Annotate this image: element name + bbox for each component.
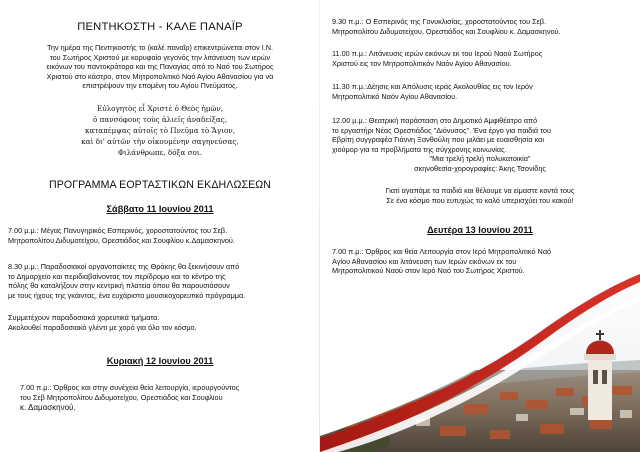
event-line: 11.00 π.μ.: Λιτάνευσις ιερών εικόνων εκ του Ιερού Ναού Σωτήρος	[332, 49, 543, 58]
event-line: Μητροπολιτικό Ναόν Αγίου Αθανασίου.	[332, 91, 458, 101]
intro-line: του Σωτήρος Χριστού με κορυφαίο γεγονός την λιτάνευση των ιερών	[49, 52, 271, 62]
event-line: Μητροπολίτου Διδυμοτείχου, Ορεστιάδος και Σουφλίου κ. Δαμασκηνού.	[332, 26, 561, 36]
event-line: με τους ήχους της γκάιντας, ένα ευχάριστο μουσικοχορευτικό πρόγραμμα.	[8, 290, 246, 300]
event-line: του Σεβ Μητροπολίτου Διδυμοτείχου, Ορεστιάδος και Σουφλίου	[20, 392, 223, 402]
hymn-line: καὶ δι' αὐτῶν τὴν οἰκουμένην σαγηνεύσας,	[81, 137, 239, 146]
event-line: 11.30 π.μ.:Δέησις και Απόλυσις ιεράς Ακολουθίας εις τον Ιερόν	[332, 82, 533, 91]
main-title: ΠΕΝΤΗΚΟΣΤΗ - ΚΑΛΕ ΠΑΝΑΪΡ	[77, 21, 243, 33]
event-line: Μητροπολιτικού Ναού στον Ιερό Ναό του Σωτήρος Χριστού.	[332, 266, 525, 275]
intro-line: Την ημέρα της Πεντηκοστής το (καλέ παναΐρ) επικεντρώνεται στον Ι.Ν.	[46, 43, 274, 52]
slogan-line: Γιατί αγαπάμε τα παιδιά και θέλουμε να είμαστε κοντά τους	[385, 186, 575, 195]
event-line: 7.00 μ.μ.: Μέγας Πανυγηρικός Εσπερινός, χοροστατούντος του Σεβ.	[8, 226, 228, 235]
hymn-line: ὁ πανσόφους τοὺς ἁλιεῖς ἀναδείξας,	[93, 115, 227, 124]
program-title: ΠΡΟΓΡΑΜΜΑ ΕΟΡΤΑΣΤΙΚΩΝ ΕΚΔΗΛΩΣΕΩΝ	[48, 179, 272, 191]
day-heading-monday: Δευτέρα 13 Ιουνίου 2011	[427, 225, 533, 235]
hymn-line: Εὐλογητὸς εἶ Χριστὲ ὁ Θεὸς ἡμῶν,	[96, 104, 224, 113]
event-line: χιούμορ για τα προβλήματα της σύγχρονης κοινωνίας.	[332, 144, 507, 154]
hymn-line: καταπέμψας αὐτοῖς τὸ Πνεῦμα τὸ Ἅγιον,	[84, 126, 236, 135]
event-line: 9.30 π.μ.: Ο Εσπερινός της Γονυκλισίας, χοροστατούντος του Σεβ.	[332, 17, 547, 26]
event-line: κ. Δαμασκηνού.	[20, 403, 76, 412]
hymn-line: Φιλάνθρωπε, δόξα σοι.	[117, 148, 202, 157]
event-line: πόλης θα καταλήξουν στην κεντρική πλατεία όπου θα παρουσιάσουν	[8, 281, 230, 290]
play-title: "Μια τρελή τρελή πολυκατοικία"	[429, 154, 531, 163]
event-line: Ακολουθεί παραδοσιακό γλέντι με χορό για όλο τον κόσμο.	[8, 322, 197, 332]
event-line: 7.00 π.μ.: Όρθρος και στην συνέχεια θεία λειτουργία, ιερουργούντος	[20, 383, 240, 392]
day-heading-sunday: Κυριακή 12 Ιουνίου 2011	[106, 356, 214, 366]
intro-line: εικόνων του παντοκράτορα και της Παναγίας από το Ναό του Σωτήρος	[46, 62, 274, 71]
event-line: το εργαστήρι Νέας Ορεστιάδος "Διόνυσος". Ένα έργο για παιδιά του	[332, 125, 551, 135]
event-line: 12.00 μ.μ.: Θεατρική παράσταση στο Δημοτικό Αμφιθέατρο από	[332, 116, 538, 125]
intro-line: Χριστού στο κάστρο, στον Μητροπολιτικό Ναό Αγίου Αθανασίου για να	[46, 71, 274, 81]
event-line: το Δημαρχείο και περιδιαβαίνοντας τον περίδρομο και το κέντρο της	[8, 271, 226, 281]
day-heading-saturday: Σάββατο 11 Ιουνίου 2011	[106, 204, 214, 214]
event-line: Εβρίτη συγγραφέα Γιάννη Ξανθούλη που μιλάει με ευαισθησία και	[332, 135, 545, 144]
right-panel	[320, 0, 640, 452]
event-line: 8.30 μ.μ.: Παραδοσιακοί οργανοπαίκτες της Θράκης θα ξεκινήσουν από	[8, 262, 240, 271]
intro-line: επιστρέψουν την επομένη του Αγίου Πνεύματος.	[82, 81, 238, 90]
event-line: Μητροπολίτου Διδυμοτείχου, Ορεστιάδος και Σουφλίου κ.Δαμασκηνού.	[8, 235, 235, 245]
event-line: Αγίου Αθανασίου και λιτάνευση των Ιερών εικόνων εκ του	[332, 256, 517, 266]
event-line: 7.00 π.μ.: Όρθρος και θεία Λειτουργία στον Ιερό Μητροπολιτικό Ναό	[332, 247, 552, 256]
event-line: Χριστού εις τον Μητροπολιτικόν Ναόν Αγίου Αθανασίου.	[332, 58, 512, 68]
slogan-line: Σε ένα κόσμο που ευτυχώς το καλό υπερισχύει του κακού!	[386, 195, 574, 205]
event-line: Συμμετέχουν παραδοσιακά χορευτικά τμήματα.	[8, 313, 160, 322]
play-credits: σκηνοθεσία-χορογραφίες: Άκης Τσονίδης	[414, 163, 546, 173]
